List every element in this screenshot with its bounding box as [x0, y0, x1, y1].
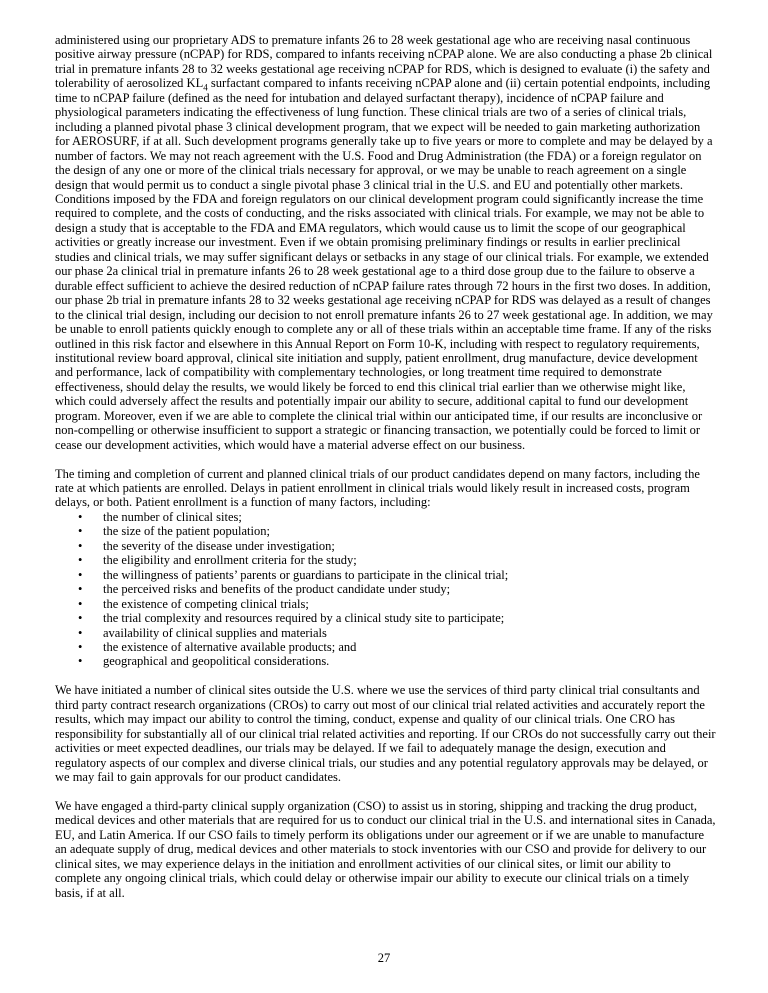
list-item-text: the willingness of patients’ parents or guardians to participate in the clinical trial;	[103, 567, 509, 582]
list-item	[55, 553, 717, 567]
list-item-text: the number of clinical sites;	[103, 509, 242, 524]
bullet-icon: •	[78, 596, 83, 611]
list-item	[55, 539, 717, 553]
list-item-text: the severity of the disease under investigation;	[103, 538, 335, 553]
bullet-icon: •	[78, 582, 83, 597]
paragraph-clinical-trials-risk	[55, 33, 717, 452]
kl4-subscript: 4	[203, 82, 208, 93]
list-item	[55, 640, 717, 654]
list-item-text: geographical and geopolitical considerations.	[103, 654, 330, 669]
list-item-text: the perceived risks and benefits of the product candidate under study;	[103, 582, 451, 597]
bullet-icon: •	[78, 509, 83, 524]
bullet-icon: •	[78, 538, 83, 553]
list-item	[55, 524, 717, 538]
list-item-text: the existence of alternative available products; and	[103, 640, 357, 655]
paragraph-1-text-after-subscript: surfactant compared to infants receiving nCPAP alone and (ii) certain potential endpoints, including time to nCPAP failure (defined as the need for intubation and delayed surfactant therapy), incidence of nCPAP failure and physiological parameters indicating the effectiveness of lung function. These clinical trials are two of a series of clinical trials, including a planned pivotal phase 3 clinical development program, that we expect will be needed to gain marketing authorization for AEROSURF, if at all. Such development programs generally take up to five years or more to complete and may be delayed by a number of factors. We may not reach agreement with the U.S. Food and Drug Administration (the FDA) or a foreign regulator on the design of any one or more of the clinical trials necessary for approval, or we may be unable to reach agreement on a single design that would permit us to conduct a single pivotal phase 3 clinical trial in the U.S. and EU and potentially other markets. Conditions imposed by the FDA and foreign regulators on our clinical development program could significantly increase the time required to complete, and the costs of conducting, and the risks associated with clinical trials. For example, we may not be able to design a study that is acceptable to the FDA and EMA regulators, which would cause us to limit the scope of our geographical activities or greatly increase our investment. Even if we obtain promising preliminary findings or results in earlier preclinical studies and clinical trials, we may suffer significant delays or setbacks in any stage of our clinical trials. For example, we extended our phase 2a clinical trial in premature infants 26 to 28 week gestational age to a third dose group due to the failure to observe a durable effect sufficient to achieve the desired reduction of nCPAP failure rates through 72 hours in the first two doses. In addition, our phase 2b trial in premature infants 28 to 32 weeks gestational age receiving nCPAP for RDS was delayed as a result of changes to the clinical trial design, including our decision to not enroll premature infants 26 to 27 week gestational age. In addition, we may be unable to enroll patients quickly enough to complete any or all of these trials within an acceptable time frame. If any of the risks outlined in this risk factor and elsewhere in this Annual Report on Form 10-K, including with respect to regulatory requirements, institutional review board approval, clinical site initiation and supply, patient enrollment, drug manufacture, device development and performance, lack of compatibility with complementary technologies, or long treatment time required to demonstrate effectiveness, should delay the results, we would likely be forced to end this clinical trial earlier than we otherwise might like, which could adversely affect the results and potentially impair our ability to secure, additional capital to fund our development program. Moreover, even if we are able to complete the clinical trial within our anticipated time, if our results are inconclusive or non-compelling or otherwise insufficient to support a strategic or financing transaction, we potentially could be forced to limit or cease our development activities, which would have a material adverse effect on our business.	[55, 76, 713, 452]
bullet-icon: •	[78, 625, 83, 640]
bullet-icon: •	[78, 654, 83, 669]
list-item-text: the existence of competing clinical trials;	[103, 596, 309, 611]
list-item	[55, 597, 717, 611]
list-item-text: the eligibility and enrollment criteria for the study;	[103, 553, 357, 568]
enrollment-factors-list	[55, 510, 717, 669]
bullet-icon: •	[78, 611, 83, 626]
list-item-text: availability of clinical supplies and materials	[103, 625, 327, 640]
bullet-icon: •	[78, 524, 83, 539]
bullet-icon: •	[78, 567, 83, 582]
bullet-icon: •	[78, 553, 83, 568]
paragraph-patient-enrollment-intro: The timing and completion of current and planned clinical trials of our product candidates depend on many factors, including the rate at which patients are enrolled. Delays in patient enrollment in clinical trials would likely result in increased costs, program delays, or both. Patient enrollment is a function of many factors, including:	[55, 466, 700, 510]
page-number: 27	[377, 951, 391, 965]
paragraph-cro-risk: We have initiated a number of clinical sites outside the U.S. where we use the services of third party clinical trial consultants and third party contract research organizations (CROs) to carry out most of our clinical trial related activities and accurately report the results, which may impact our ability to control the timing, conduct, expense and quality of our clinical trials. One CRO has responsibility for substantially all of our clinical trial related activities and reporting. If our CROs do not successfully carry out their activities or meet expected deadlines, our trials may be delayed. If we fail to adequately manage the design, execution and regulatory aspects of our complex and diverse clinical trials, our studies and any potential regulatory approvals may be delayed, or we may fail to gain approvals for our product candidates.	[55, 683, 716, 785]
paragraph-1-text-before-subscript: administered using our proprietary ADS to premature infants 26 to 28 week gestational age who are receiving nasal continuous positive airway pressure (nCPAP) for RDS, compared to infants receiving nCPAP alone. We are also conducting a phase 2b clinical trial in premature infants 28 to 32 weeks gestational age receiving nCPAP for RDS, which is designed to evaluate (i) the safety and tolerability of aerosolized KL	[55, 33, 713, 91]
list-item	[55, 654, 717, 668]
list-item	[55, 582, 717, 596]
list-item	[55, 568, 717, 582]
list-item-text: the trial complexity and resources required by a clinical study site to participate;	[103, 611, 505, 626]
page-body-text	[55, 33, 717, 915]
list-item-text: the size of the patient population;	[103, 524, 270, 539]
list-item	[55, 510, 717, 524]
list-item	[55, 611, 717, 625]
list-item	[55, 626, 717, 640]
bullet-icon: •	[78, 640, 83, 655]
paragraph-cso-risk: We have engaged a third-party clinical supply organization (CSO) to assist us in storing, shipping and tracking the drug product, medical devices and other materials that are required for us to conduct our clinical trial in the U.S. and international sites in Canada, EU, and Latin America. If our CSO fails to timely perform its obligations under our agreement or if we are unable to manufacture an adequate supply of drug, medical devices and other materials to stock inventories with our CSO and provide for delivery to our clinical sites, we may experience delays in the initiation and enrollment activities of our clinical sites, or limit our ability to complete any ongoing clinical trials, which could delay or otherwise impair our ability to execute our clinical trials on a timely basis, if at all.	[55, 798, 716, 900]
